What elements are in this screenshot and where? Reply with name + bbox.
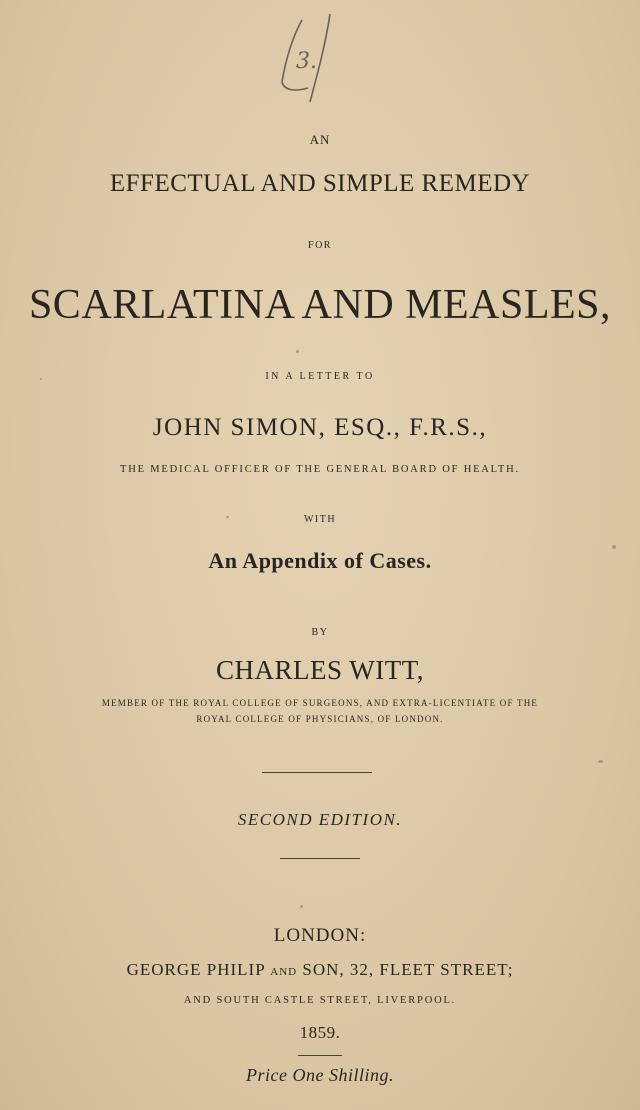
paper-fleck bbox=[598, 760, 603, 763]
paper-fleck bbox=[300, 905, 303, 908]
publication-city: LONDON: bbox=[273, 925, 367, 946]
divider-rule bbox=[262, 772, 372, 773]
handwritten-pencil-mark bbox=[272, 12, 348, 104]
price-line: Price One Shilling. bbox=[246, 1065, 394, 1085]
paper-fleck bbox=[226, 516, 229, 518]
appendix-title: An Appendix of Cases. bbox=[208, 548, 432, 573]
letter-intro: IN A LETTER TO bbox=[265, 371, 375, 382]
title-line-2: SCARLATINA AND MEASLES, bbox=[28, 282, 612, 328]
publication-year: 1859. bbox=[299, 1023, 341, 1042]
publisher-address: AND SOUTH CASTLE STREET, LIVERPOOL. bbox=[183, 995, 457, 1006]
publisher-name: GEORGE PHILIP bbox=[126, 960, 266, 979]
publisher-and: AND bbox=[270, 966, 298, 978]
title-line-1: EFFECTUAL AND SIMPLE REMEDY bbox=[109, 170, 531, 197]
publisher-rest: SON, 32, FLEET STREET; bbox=[302, 960, 514, 979]
divider-rule bbox=[280, 858, 360, 859]
header-an: AN bbox=[309, 132, 331, 147]
divider-rule bbox=[298, 1055, 342, 1056]
title-for: FOR bbox=[308, 240, 332, 251]
by-label: BY bbox=[311, 627, 329, 638]
publisher bbox=[0, 960, 640, 980]
author-credentials-line-1: MEMBER OF THE ROYAL COLLEGE OF SURGEONS, AND EXTRA-LICENTIATE OF THE bbox=[101, 698, 539, 708]
paper-fleck bbox=[296, 350, 299, 353]
recipient-office: THE MEDICAL OFFICER OF THE GENERAL BOARD OF HEALTH. bbox=[120, 464, 520, 475]
paper-fleck bbox=[40, 378, 42, 380]
with-label: WITH bbox=[303, 514, 337, 525]
paper-fleck bbox=[612, 545, 616, 549]
edition-label: SECOND EDITION. bbox=[237, 810, 403, 829]
svg-text:3.: 3. bbox=[296, 49, 317, 74]
author-credentials-line-2: ROYAL COLLEGE OF PHYSICIANS, OF LONDON. bbox=[196, 714, 444, 724]
recipient-name: JOHN SIMON, ESQ., F.R.S., bbox=[152, 414, 488, 441]
author-name: CHARLES WITT, bbox=[216, 655, 424, 685]
